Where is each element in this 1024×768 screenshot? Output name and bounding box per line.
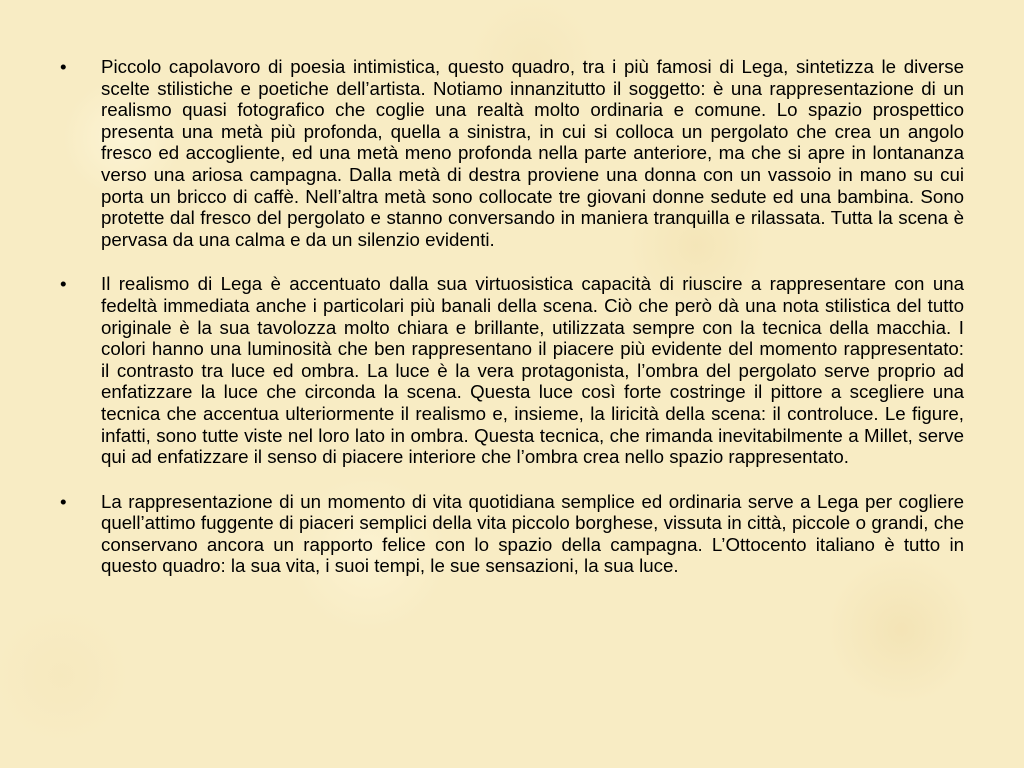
bullet-list [60,56,964,577]
paragraph-text: Il realismo di Lega è accentuato dalla sua virtuosistica capacità di riuscire a rappresentare con una fedeltà immediata anche i particolari più banali della scena. Ciò che però dà una nota stilistica del tutto originale è la sua tavolozza molto chiara e brillante, utilizzata sempre con la tecnica della macchia. I colori hanno una luminosità che ben rappresentano il piacere più evidente del momento rappresentato: il contrasto tra luce ed ombra. La luce è la vera protagonista, l’ombra del pergolato serve proprio ad enfatizzare la luce che circonda la scena. Questa luce così forte costringe il pittore a scegliere una tecnica che accentua ulteriormente il realismo e, insieme, la liricità della scena: il controluce. Le figure, infatti, sono tutte viste nel loro lato in ombra. Questa tecnica, che rimanda inevitabilmente a Millet, serve qui ad enfatizzare il senso di piacere interiore che l’ombra crea nello spazio rappresentato. [101,273,964,468]
bullet-item-3 [60,491,964,577]
paragraph-text: La rappresentazione di un momento di vita quotidiana semplice ed ordinaria serve a Lega per cogliere quell’attimo fuggente di piaceri semplici della vita piccolo borghese, vissuta in città, piccole o grandi, che conservano ancora un rapporto felice con lo spazio della campagna. L’Ottocento italiano è tutto in questo quadro: la sua vita, i suoi tempi, le sue sensazioni, la sua luce. [101,490,964,577]
bullet-item-1 [60,56,964,250]
bullet-icon: • [60,273,67,295]
bullet-icon: • [60,490,67,512]
bullet-icon: • [60,56,67,77]
paragraph-text: Piccolo capolavoro di poesia intimistica, questo quadro, tra i più famosi di Lega, sintetizza le diverse scelte stilistiche e poetiche dell’artista. Notiamo innanzitutto il soggetto: è una rappresentazione di un realismo quasi fotografico che coglie una realtà molto ordinaria e comune. Lo spazio prospettico presenta una metà più profonda, quella a sinistra, in cui si colloca un pergolato che crea un angolo fresco ed accogliente, ed una metà meno profonda nella parte anteriore, ma che si apre in lontananza verso una ariosa campagna. Dalla metà di destra proviene una donna con un vassoio in mano su cui porta un bricco di caffè. Nell’altra metà sono collocate tre giovani donne sedute ed una bambina. Sono protette dal fresco del pergolato e stanno conversando in maniera tranquilla e rilassata. Tutta la scena è pervasa da una calma e da un silenzio evidenti. [101,56,964,250]
bullet-item-2 [60,273,964,467]
